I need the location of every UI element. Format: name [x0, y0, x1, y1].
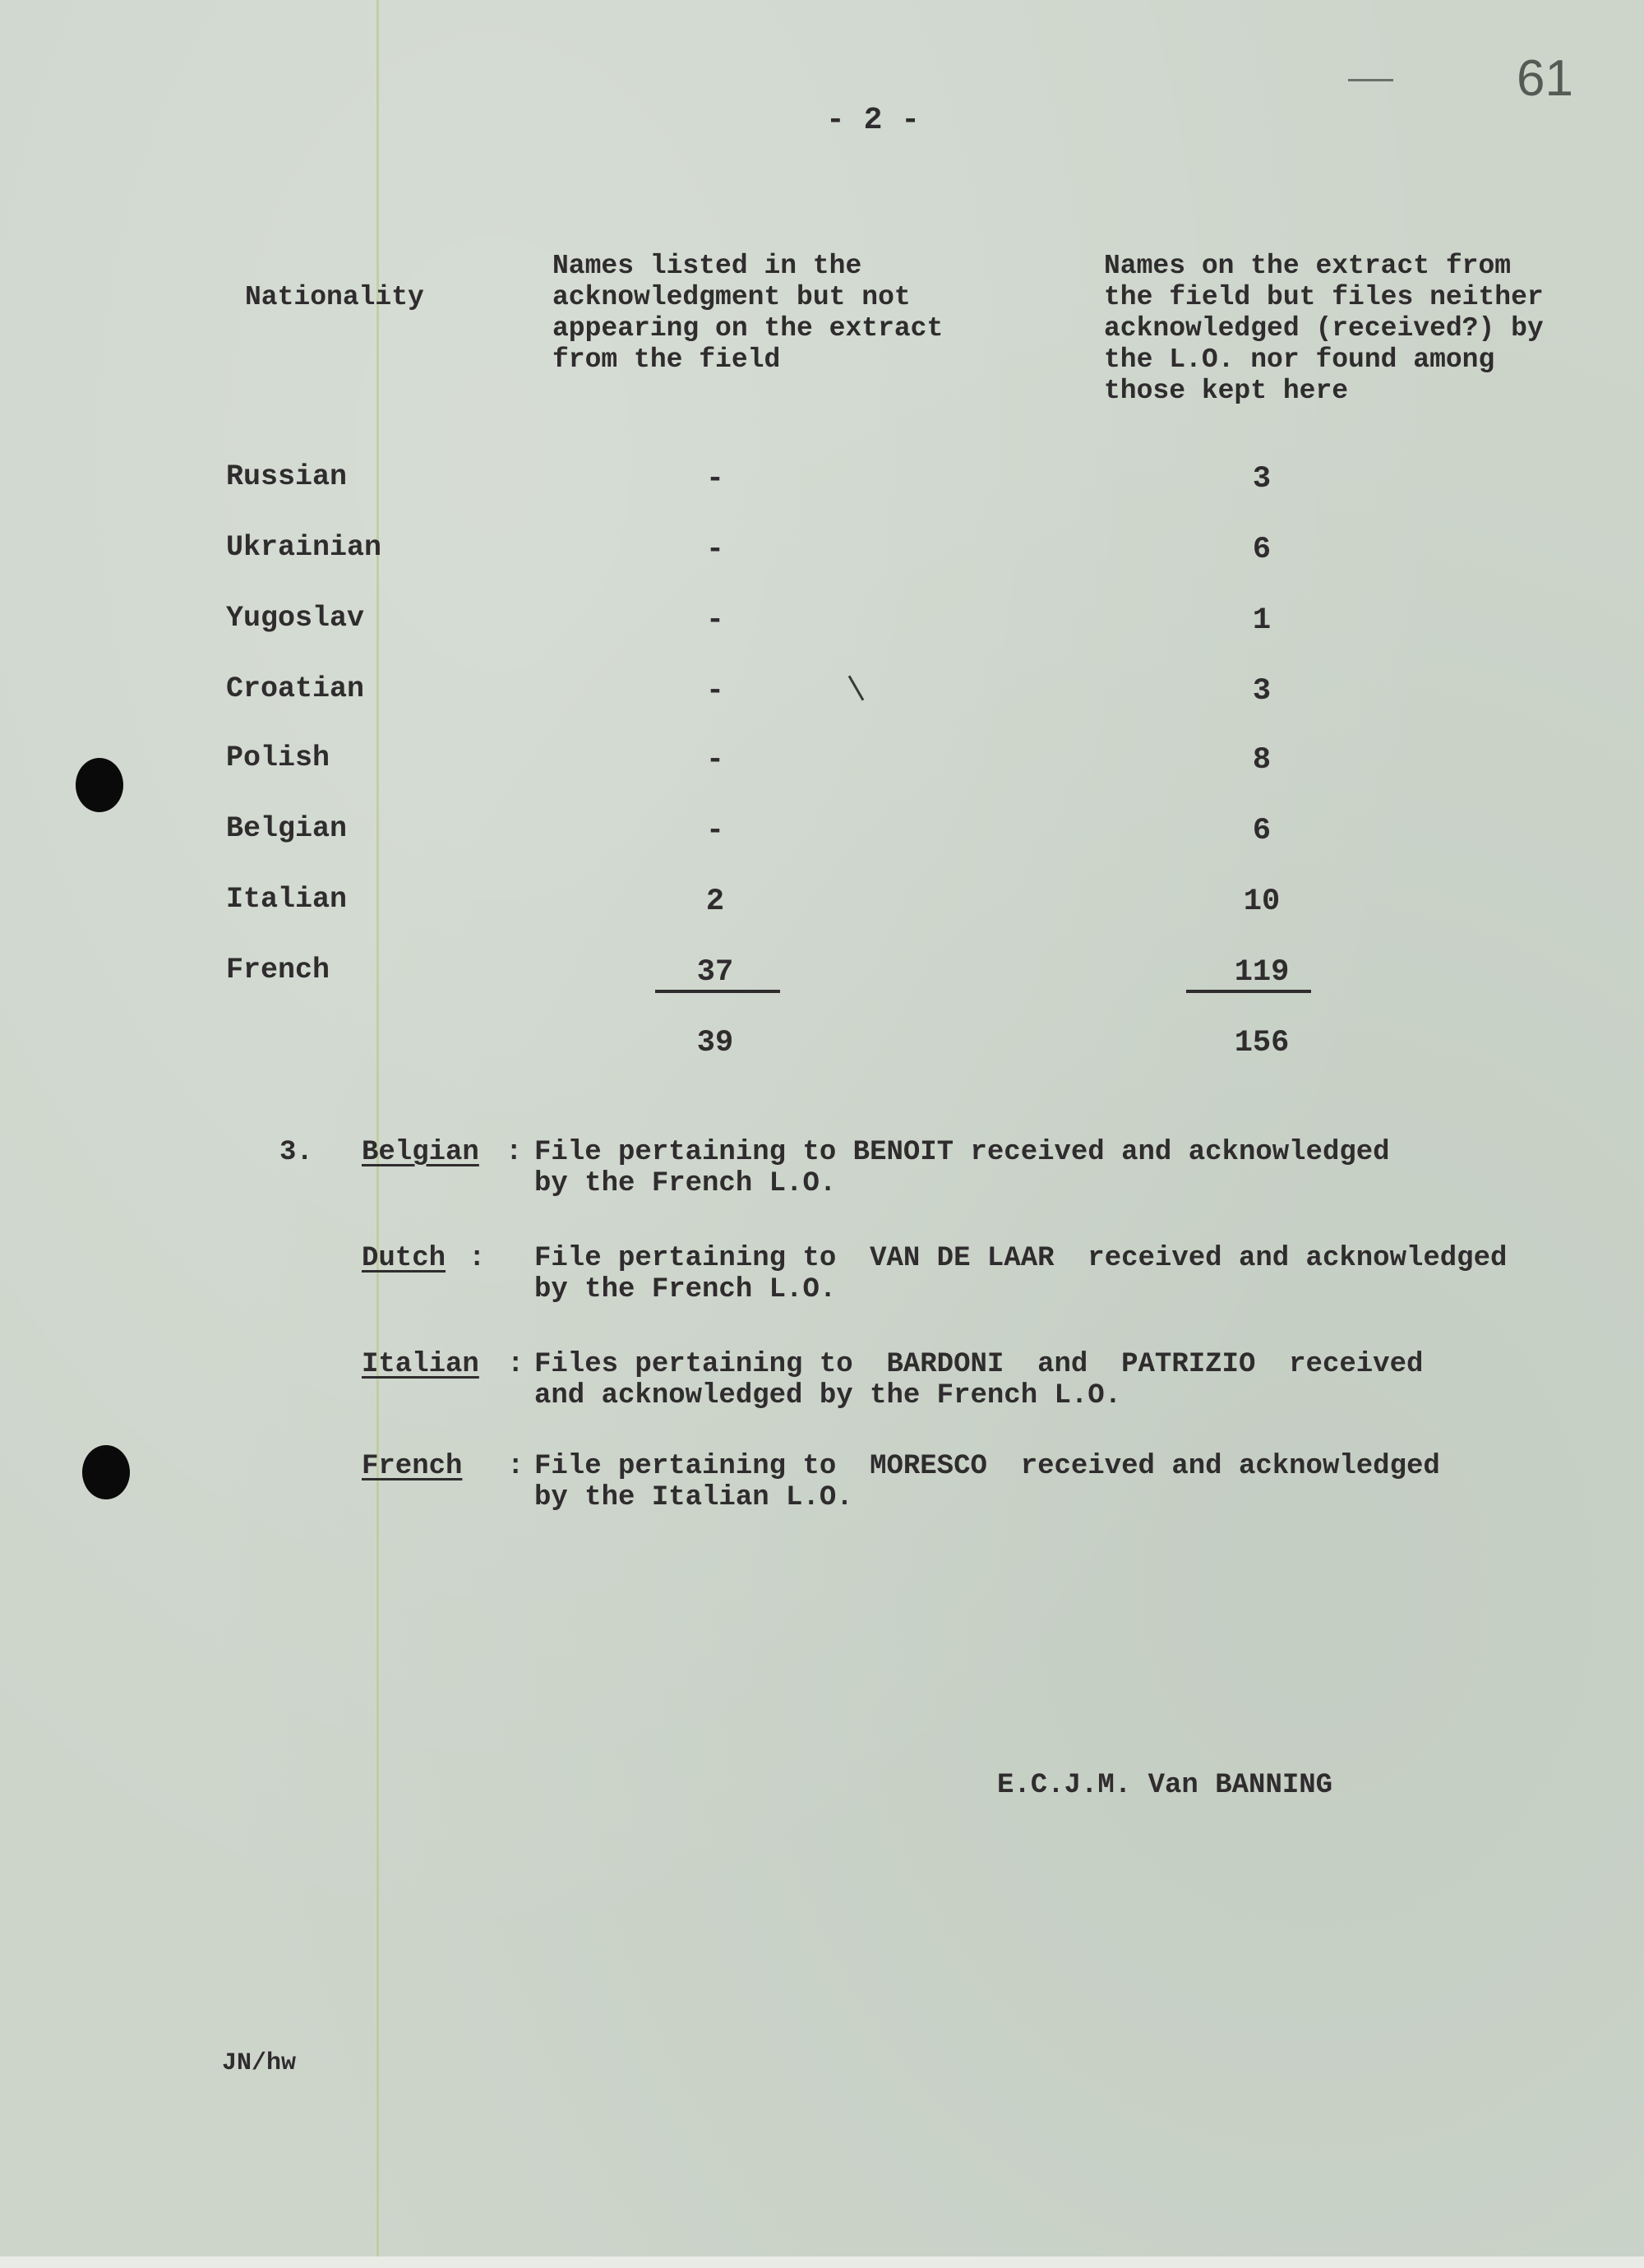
row-col3-value: 119: [1234, 955, 1290, 990]
entry-separator: :: [469, 1243, 486, 1274]
row-nationality: Polish: [226, 741, 330, 774]
entry-separator: :: [507, 1349, 524, 1380]
row-nationality: Yugoslav: [226, 602, 365, 635]
row-col2-value: -: [705, 603, 725, 638]
margin-line: [376, 0, 379, 2268]
row-col3-value: 1: [1252, 603, 1272, 638]
row-col2-value: 2: [705, 885, 725, 919]
typist-initials: JN/hw: [222, 2049, 297, 2077]
page-bottom-edge: [0, 2256, 1644, 2268]
section-number: 3.: [279, 1137, 313, 1168]
entry-separator: :: [506, 1137, 523, 1168]
total-col2: 39: [696, 1026, 734, 1060]
entry-line: File pertaining to BENOIT received and acknowledged: [534, 1137, 1390, 1168]
row-col3-value: 3: [1252, 462, 1272, 497]
row-col3-value: 3: [1252, 674, 1272, 709]
row-nationality: Italian: [226, 883, 348, 916]
entry-label: Belgian: [362, 1137, 479, 1168]
punch-hole-lower: [82, 1445, 130, 1499]
row-col3-value: 6: [1252, 814, 1272, 848]
row-nationality: French: [226, 954, 330, 986]
entry-label: Italian: [362, 1349, 479, 1380]
entry-line: File pertaining to VAN DE LAAR received and acknowledged: [534, 1243, 1508, 1274]
header-col2-line: acknowledgment but not: [552, 282, 911, 312]
entry-separator: :: [507, 1451, 524, 1482]
punch-hole-upper: [76, 758, 123, 812]
signature: E.C.J.M. Van BANNING: [997, 1770, 1333, 1801]
row-nationality: Russian: [226, 460, 348, 493]
entry-line: Files pertaining to BARDONI and PATRIZIO received: [534, 1349, 1424, 1380]
row-col2-value: -: [705, 743, 725, 778]
row-col2-value: -: [705, 674, 725, 709]
entry-label: Dutch: [362, 1243, 446, 1274]
row-col2-value: -: [705, 462, 725, 497]
row-col3-value: 6: [1252, 533, 1272, 567]
sum-rule-col2: [655, 990, 780, 993]
header-col2-line: from the field: [552, 344, 781, 375]
header-nationality: Nationality: [245, 282, 424, 312]
row-col2-value: -: [705, 814, 725, 848]
sum-rule-col3: [1186, 990, 1311, 993]
row-nationality: Croatian: [226, 672, 365, 705]
total-col3: 156: [1234, 1026, 1290, 1060]
archive-mark: [1348, 74, 1393, 81]
page-number: - 2 -: [826, 103, 921, 138]
header-col3-line: Names on the extract from: [1104, 251, 1512, 281]
stray-pen-mark: [848, 676, 865, 701]
header-col3-line: those kept here: [1104, 376, 1349, 406]
entry-line: by the French L.O.: [534, 1274, 837, 1305]
header-col2-line: Names listed in the: [552, 251, 862, 281]
entry-label: French: [362, 1451, 463, 1482]
entry-line: by the French L.O.: [534, 1168, 837, 1199]
row-nationality: Ukrainian: [226, 531, 382, 564]
archive-number: 61: [1517, 50, 1573, 107]
entry-line: and acknowledged by the French L.O.: [534, 1380, 1122, 1411]
header-col3-line: the L.O. nor found among: [1104, 344, 1495, 375]
header-col3-line: acknowledged (received?) by: [1104, 313, 1544, 344]
row-col3-value: 8: [1252, 743, 1272, 778]
row-col3-value: 10: [1243, 885, 1281, 919]
header-col2-line: appearing on the extract: [552, 313, 944, 344]
header-col3-line: the field but files neither: [1104, 282, 1544, 312]
row-col2-value: -: [705, 533, 725, 567]
entry-line: File pertaining to MORESCO received and acknowledged: [534, 1451, 1440, 1482]
entry-line: by the Italian L.O.: [534, 1482, 853, 1513]
row-col2-value: 37: [696, 955, 734, 990]
row-nationality: Belgian: [226, 812, 348, 845]
